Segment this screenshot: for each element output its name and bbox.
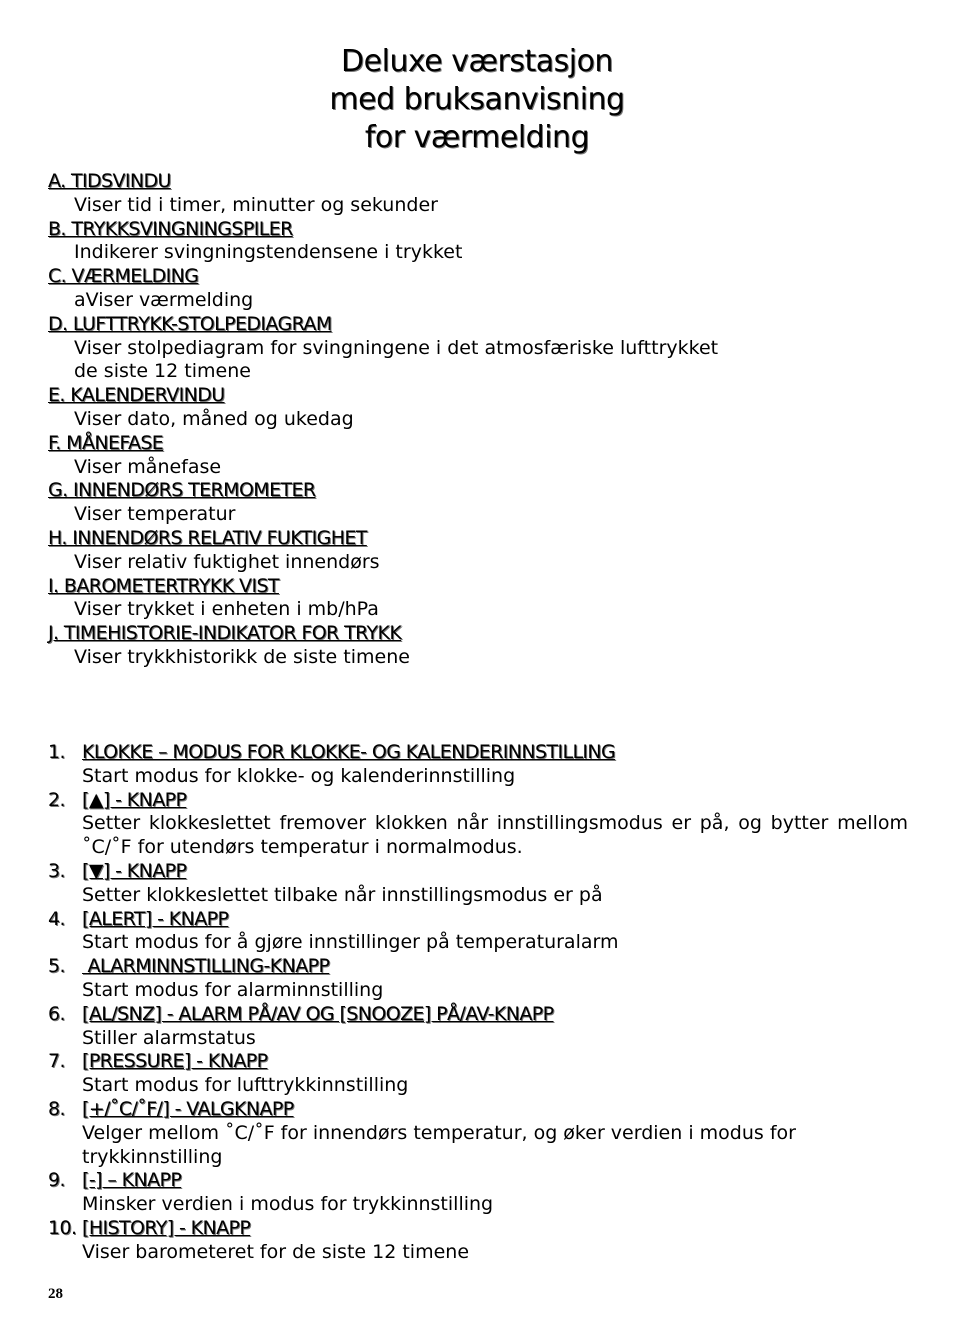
- item-title: ALARMINNSTILLING-KNAPP: [82, 955, 330, 978]
- part-heading: B. TRYKKSVINGNINGSPILER: [48, 217, 293, 240]
- button-heading: [48, 741, 908, 765]
- item-title: KLOKKE – MODUS FOR KLOKKE- OG KALENDERINNSTILLING: [82, 741, 616, 763]
- page-number: 28: [48, 1286, 63, 1302]
- part-description: Viser dato, måned og ukedag: [74, 407, 354, 430]
- button-description: Setter klokkeslettet fremover klokken når innstillingsmodus er på, og bytter mellom ˚C/˚F for utendørs temperatur i normalmodus.: [82, 812, 908, 859]
- button-description: Setter klokkeslettet tilbake når innstillingsmodus er på: [82, 883, 603, 906]
- item-title: [▲] - KNAPP: [82, 788, 187, 811]
- part-description: Viser temperatur: [74, 503, 236, 526]
- item-title: [▼] - KNAPP: [82, 859, 187, 882]
- button-description: Start modus for alarminnstilling: [82, 978, 384, 1001]
- part-heading: J. TIMEHISTORIE-INDIKATOR FOR TRYKK: [48, 622, 402, 645]
- item-title: [HISTORY] - KNAPP: [82, 1216, 251, 1239]
- part-heading: F. MÅNEFASE: [48, 431, 164, 454]
- part-description: Indikerer svingningstendensene i trykket: [74, 241, 463, 264]
- title-line-1: Deluxe værstasjon: [341, 44, 613, 79]
- button-heading: [48, 1169, 908, 1193]
- button-heading: [48, 789, 908, 813]
- part-heading: C. VÆRMELDING: [48, 265, 199, 288]
- title-line-3: for værmelding: [364, 120, 590, 155]
- part-description: de siste 12 timene: [74, 360, 251, 383]
- button-description: Start modus for klokke- og kalenderinnstilling: [82, 764, 516, 787]
- part-heading: E. KALENDERVINDU: [48, 384, 225, 407]
- button-heading: [48, 860, 908, 884]
- item-number: 4.: [48, 907, 65, 930]
- button-heading: [48, 1003, 908, 1027]
- item-number: 6.: [48, 1002, 65, 1025]
- part-heading: H. INNENDØRS RELATIV FUKTIGHET: [48, 526, 367, 549]
- part-heading: A. TIDSVINDU: [48, 170, 171, 192]
- item-number: 1.: [48, 741, 65, 763]
- item-title: [-] – KNAPP: [82, 1169, 182, 1192]
- item-number: 9.: [48, 1169, 65, 1192]
- part-heading: D. LUFTTRYKK-STOLPEDIAGRAM: [48, 312, 332, 335]
- page-title: [0, 43, 954, 157]
- part-description: Viser trykket i enheten i mb/hPa: [74, 598, 379, 621]
- item-title: [ALERT] - KNAPP: [82, 907, 229, 930]
- display-parts-list: [48, 170, 908, 670]
- item-number: 2.: [48, 788, 65, 811]
- part-description: aViser værmelding: [74, 288, 254, 311]
- buttons-list: [48, 741, 908, 1265]
- item-number: 3.: [48, 859, 65, 882]
- part-heading: G. INNENDØRS TERMOMETER: [48, 479, 316, 502]
- item-number: 5.: [48, 955, 65, 978]
- button-description: Viser barometeret for de siste 12 timene: [82, 1240, 470, 1263]
- part-description: Viser månefase: [74, 455, 222, 478]
- button-description: Start modus for lufttrykkinnstilling: [82, 1074, 409, 1097]
- part-description: Viser stolpediagram for svingningene i det atmosfæriske lufttrykket: [74, 336, 719, 359]
- item-title: [+/˚C/˚F/] - VALGKNAPP: [82, 1097, 294, 1120]
- item-number: 7.: [48, 1050, 65, 1073]
- item-number: 10.: [48, 1216, 77, 1239]
- button-heading: [48, 1217, 908, 1241]
- button-heading: [48, 1098, 908, 1122]
- part-description: Viser relativ fuktighet innendørs: [74, 550, 380, 573]
- button-description: Start modus for å gjøre innstillinger på temperaturalarm: [82, 931, 619, 954]
- button-heading: [48, 908, 908, 932]
- button-description: Velger mellom ˚C/˚F for innendørs temperatur, og øker verdien i modus for trykkinnstilling: [82, 1121, 796, 1168]
- button-description: Minsker verdien i modus for trykkinnstilling: [82, 1193, 494, 1216]
- item-title: [PRESSURE] - KNAPP: [82, 1050, 268, 1073]
- button-description: Stiller alarmstatus: [82, 1026, 256, 1049]
- item-title: [AL/SNZ] - ALARM PÅ/AV OG [SNOOZE] PÅ/AV-KNAPP: [82, 1002, 554, 1025]
- button-heading: [48, 955, 908, 979]
- item-number: 8.: [48, 1097, 65, 1120]
- part-description: Viser tid i timer, minutter og sekunder: [74, 193, 438, 216]
- button-heading: [48, 1050, 908, 1074]
- part-description: Viser trykkhistorikk de siste timene: [74, 645, 410, 668]
- title-line-2: med bruksanvisning: [329, 82, 625, 117]
- part-heading: I. BAROMETERTRYKK VIST: [48, 574, 279, 597]
